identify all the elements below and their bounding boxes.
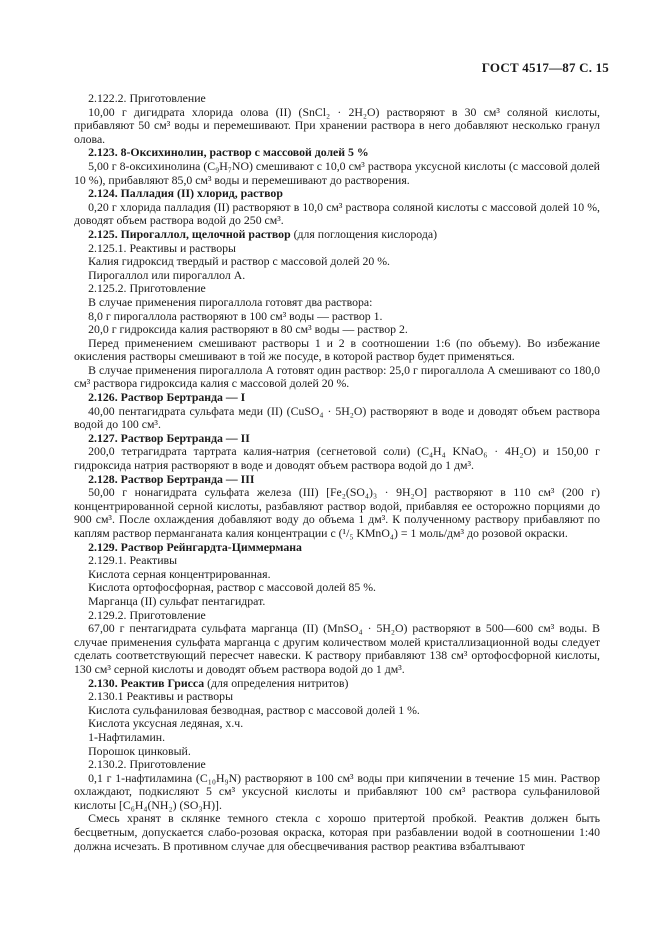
section-heading — [74, 391, 600, 405]
section-title: Реактив Грисса — [120, 675, 205, 690]
section-title: Раствор Бертранда — III — [120, 471, 255, 486]
text-line: 2.125.2. Приготовление — [88, 281, 206, 296]
text-line: 2.129.2. Приготовление — [88, 607, 206, 622]
text-line: 20,0 г гидроксида калия растворяют в 80 см³ воды — раствор 2. — [88, 322, 408, 337]
section-note: (для поглощения кислорода) — [290, 226, 438, 241]
section-title: Раствор Бертранда — II — [120, 430, 250, 445]
text-line: 2.129.1. Реактивы — [88, 553, 178, 568]
section-number: 2.128. — [88, 471, 121, 486]
text-line: 2.125.1. Реактивы и растворы — [88, 240, 236, 255]
text-line: 2.130.1 Реактивы и растворы — [88, 689, 234, 704]
section-heading — [74, 473, 600, 487]
section-heading — [74, 541, 600, 555]
paragraph: Перед применением смешивают растворы 1 и 2 в соотношении 1:6 (по объему). Во избежание окисления растворы смешивают в той же посуде, в которой раствор будет применяться. — [74, 335, 600, 364]
section-heading — [74, 187, 600, 201]
section-number: 2.123. — [88, 145, 121, 160]
text-line: 8,0 г пирогаллола растворяют в 100 см³ воды — раствор 1. — [88, 308, 383, 323]
section-title: 8-Оксихинолин, раствор с массовой долей 5 % — [120, 145, 369, 160]
paragraph: 5,00 г 8-оксихинолина (C₉H₇NO) смешивают с 10,0 см³ раствора уксусной кислоты (с массовой долей 10 %), прибавляют 85,0 см³ воды и перемешивают до растворения. — [74, 158, 600, 187]
section-number: 2.130. — [88, 675, 121, 690]
section-note: (для определения нитритов) — [204, 675, 349, 690]
paragraph: 200,0 тетрагидрата тартрата калия-натрия (сегнетовой соли) (C₄H₄ KNaO₆ · 4H₂O) и 150,00 г гидроксида натрия растворяют в воде и доводят объем раствора водой до 1 дм³. — [74, 444, 600, 473]
section-number: 2.124. — [88, 186, 121, 201]
text-line: Кислота серная концентрированная. — [88, 566, 271, 581]
section-number: 2.126. — [88, 390, 121, 405]
section-title: Раствор Рейнгардта-Циммермана — [120, 539, 302, 554]
section-heading — [74, 228, 600, 242]
paragraph: Смесь хранят в склянке темного стекла с хорошо притертой пробкой. Реактив должен быть бесцветным, допускается слабо-розовая окраска, которая при разбавлении водой в соотношении 1:40 должна исчезать. В противном случае для обесцвечивания раствор реактива взбалтывают — [74, 811, 600, 853]
section-number: 2.125. — [88, 226, 121, 241]
paragraph: В случае применения пирогаллола А готовят один раствор: 25,0 г пирогаллола А смешивают со 180,0 см³ раствора гидроксида калия с массовой долей 20 %. — [74, 362, 600, 391]
paragraph: 0,20 г хлорида палладия (II) растворяют в 10,0 см³ раствора соляной кислоты с массовой долей 10 %, доводят объем раствора водой до 250 см³. — [74, 199, 600, 228]
text-line: Пирогаллол или пирогаллол А. — [88, 267, 246, 282]
section-title: Раствор Бертранда — I — [120, 390, 246, 405]
section-title: Пирогаллол, щелочной раствор — [120, 226, 291, 241]
text-line: 2.122.2. Приготовление — [88, 91, 206, 105]
text-line: В случае применения пирогаллола готовят два раствора: — [88, 294, 373, 309]
section-heading — [74, 677, 600, 691]
text-line: Кислота сульфаниловая безводная, раствор с массовой долей 1 %. — [88, 702, 420, 717]
text-line: 2.130.2. Приготовление — [88, 757, 206, 772]
paragraph: 50,00 г нонагидрата сульфата железа (III) [Fe₂(SO₄)₃ · 9H₂O] растворяют в 110 см³ (200 г) концентрированной серной кислоты, разбавляют раствор водой, прибавляя ее осторожно порциями до 900 см³. После охлаждения добавляют воду до объема 1 дм³. К полученному раствору прибавляют по каплям раствор перманганата калия концентрации c (¹/₅ KMnO₄) = 1 моль/дм³ до розовой окраски. — [74, 485, 600, 540]
text-line: Калия гидроксид твердый и раствор с массовой долей 20 %. — [88, 254, 391, 269]
section-title: Палладия (II) хлорид, раствор — [120, 186, 283, 201]
section-number: 2.127. — [88, 430, 121, 445]
paragraph: 67,00 г пентагидрата сульфата марганца (II) (MnSO₄ · 5H₂O) растворяют в 500—600 см³ воды. В случае применения сульфата марганца с другим количеством молей кристаллизационной воды следует сделать соответствующий пересчет навески. К раствору прибавляют 138 см³ ортофосфорной кислоты, 130 см³ серной кислоты и доводят объем раствора водой до 1 дм³. — [74, 621, 600, 676]
section-heading — [74, 146, 600, 160]
text-line: Кислота ортофосфорная, раствор с массовой долей 85 %. — [88, 580, 376, 595]
document-body — [74, 92, 600, 853]
text-line: Порошок цинковый. — [88, 743, 191, 758]
paragraph: 0,1 г 1-нафтиламина (C₁₀H₉N) растворяют в 100 см³ воды при кипячении в течение 15 мин. Раствор охлаждают, подкисляют 5 см³ уксусной кислоты и прибавляют 100 см³ раствора сульфаниловой кислоты [C₆H₄(NH₂) (SO₃H)]. — [74, 770, 600, 812]
paragraph: 40,00 пентагидрата сульфата меди (II) (CuSO₄ · 5H₂O) растворяют в воде и доводят объем раствора водой до 100 см³. — [74, 403, 600, 432]
text-line: Марганца (II) сульфат пентагидрат. — [88, 593, 266, 608]
page-header: ГОСТ 4517—87 С. 15 — [481, 60, 609, 75]
text-line: Кислота уксусная ледяная, х.ч. — [88, 716, 244, 731]
text-line: 1-Нафтиламин. — [88, 729, 166, 744]
paragraph: 10,00 г дигидрата хлорида олова (II) (SnCl₂ · 2H₂O) растворяют в 30 см³ соляной кислоты, прибавляют 50 см³ воды и перемешивают. При хранении раствора в него добавляют несколько гранул олова. — [74, 104, 600, 146]
section-number: 2.129. — [88, 539, 121, 554]
section-heading — [74, 432, 600, 446]
